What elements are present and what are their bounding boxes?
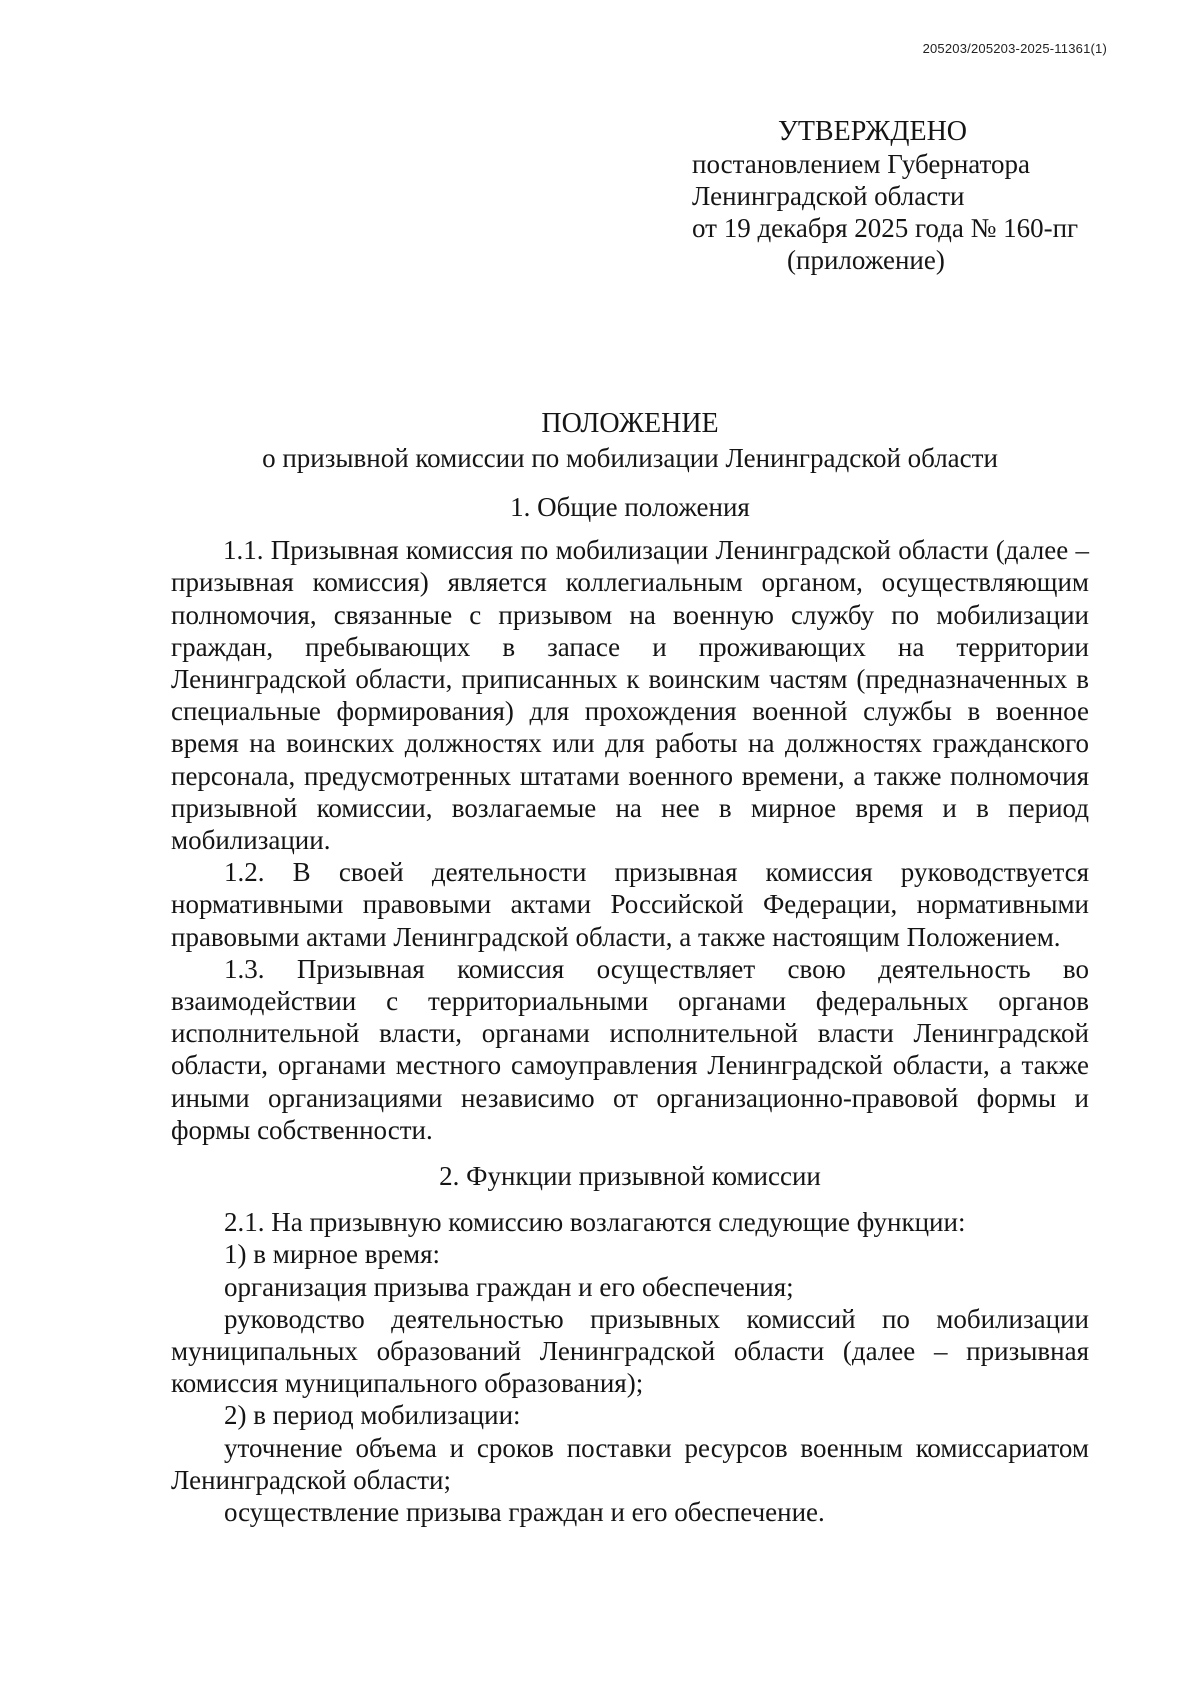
section-1-heading: 1. Общие положения: [510, 492, 750, 522]
mobilization-item-2: осуществление призыва граждан и его обеспечение.: [224, 1497, 825, 1528]
peacetime-label: 1) в мирное время:: [224, 1239, 441, 1270]
section-2-heading: 2. Функции призывной комиссии: [439, 1161, 821, 1192]
paragraph-1-1: 1.1. Призывная комиссия по мобилизации Ленинградской области (далее – призывная комиссия) является коллегиальным органом, осуществляющим полномочия, связанные с призывом на военную службу по мобилизации граждан, пребывающих в запасе и проживающих на территории Ленинградской области, приписанных к воинским частям (предназначенных в специальные формирования) для прохождения военной службы в военное время на воинских должностях или для работы на должностях гражданского персонала, предусмотренных штатами военного времени, а также полномочия призывной комиссии, возлагаемые на нее в мирное время и в период мобилизации.: [171, 535, 1089, 856]
mobilization-label: 2) в период мобилизации:: [224, 1400, 521, 1431]
paragraph-1-3: 1.3. Призывная комиссия осуществляет свою деятельность во взаимодействии с территориальными органами федеральных органов исполнительной власти, органами исполнительной власти Ленинградской области, органами местного самоуправления Ленинградской области, а также иными организациями независимо от организационно-правовой формы и формы собственности.: [171, 953, 1089, 1145]
document-title: ПОЛОЖЕНИЕ: [541, 408, 719, 439]
peacetime-item-1: организация призыва граждан и его обеспечения;: [224, 1271, 794, 1302]
approval-annex: (приложение): [787, 245, 945, 275]
document-subtitle: о призывной комиссии по мобилизации Ленинградской области: [262, 443, 998, 473]
approval-heading: УТВЕРЖДЕНО: [778, 116, 968, 147]
document-id: 205203/205203-2025-11361(1): [922, 41, 1107, 56]
mobilization-item-1: уточнение объема и сроков поставки ресурсов военным комиссариатом Ленинградской области;: [171, 1432, 1089, 1495]
paragraph-1-2: 1.2. В своей деятельности призывная комиссия руководствуется нормативными правовыми актами Российской Федерации, нормативными правовыми актами Ленинградской области, а также настоящим Положением.: [171, 857, 1089, 952]
approval-stamp-block: [692, 116, 1112, 276]
approval-line-2: Ленинградской области: [692, 181, 965, 211]
paragraph-2-1: 2.1. На призывную комиссию возлагаются следующие функции:: [224, 1207, 966, 1238]
approval-line-3: от 19 декабря 2025 года № 160-пг: [692, 213, 1079, 243]
peacetime-item-2: руководство деятельностью призывных комиссий по мобилизации муниципальных образований Ленинградской области (далее – призывная комиссия муниципального образования);: [171, 1303, 1089, 1399]
approval-line-1: постановлением Губернатора: [692, 149, 1030, 179]
document-body: [171, 491, 1089, 1528]
